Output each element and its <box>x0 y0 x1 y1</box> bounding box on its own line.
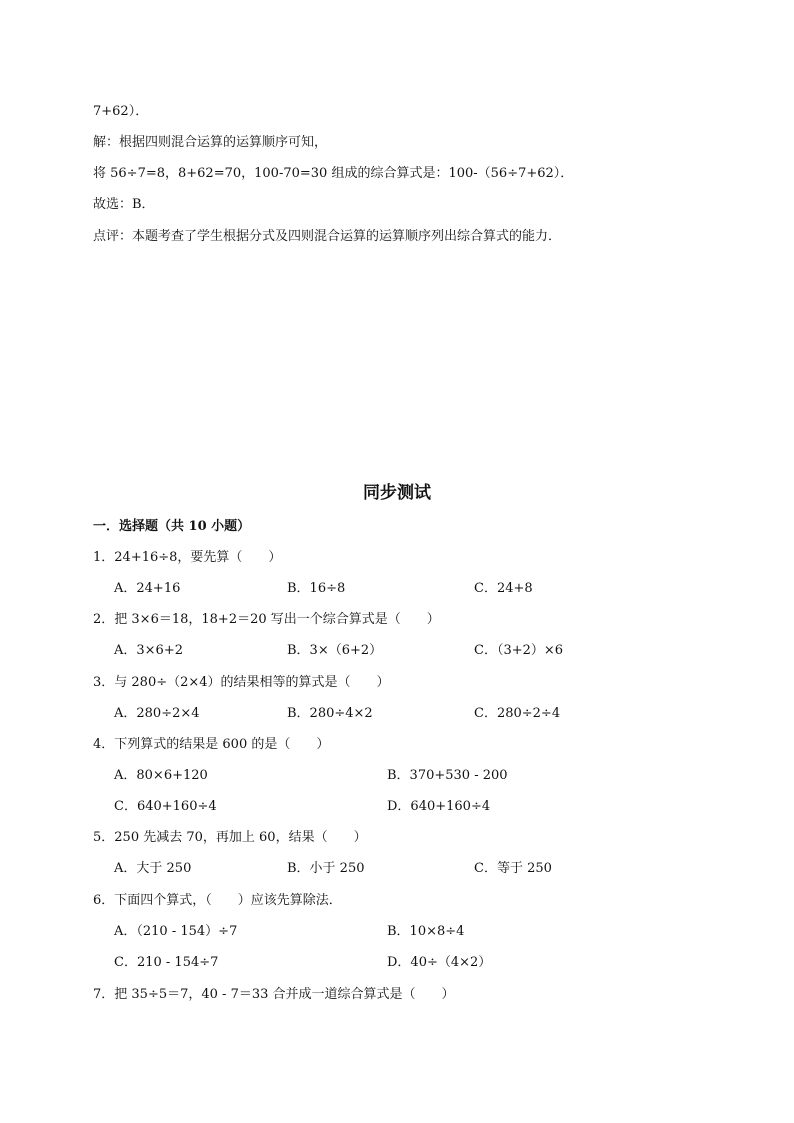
question-5-stem: 5．250 先减去 70，再加上 60，结果（ ） <box>93 830 367 845</box>
question-6-stem: 6．下面四个算式，（ ）应该先算除法． <box>93 893 342 908</box>
question-2-stem: 2．把 3×6＝18，18+2＝20 写出一个综合算式是（ ） <box>93 612 440 627</box>
question-5-option-c[interactable]: C．等于 250 <box>474 861 552 876</box>
question-4-stem: 4．下列算式的结果是 600 的是（ ） <box>93 737 330 752</box>
question-3-stem: 3．与 280÷（2×4）的结果相等的算式是（ ） <box>93 675 390 690</box>
question-2-option-b[interactable]: B．3×（6+2） <box>287 643 383 658</box>
question-1-option-a[interactable]: A．24+16 <box>114 581 181 596</box>
question-3-option-b[interactable]: B．280÷4×2 <box>287 706 373 721</box>
question-2-option-a[interactable]: A．3×6+2 <box>114 643 183 658</box>
question-2-option-c[interactable]: C．（3+2）×6 <box>474 643 564 658</box>
question-5-option-b[interactable]: B．小于 250 <box>287 861 365 876</box>
question-1-option-b[interactable]: B．16÷8 <box>287 581 346 596</box>
question-6-option-d[interactable]: D．40÷（4×2） <box>387 955 492 970</box>
solution-line-3: 将 56÷7=8，8+62=70，100-70=30 组成的综合算式是：100-（56÷7+62）． <box>93 166 574 181</box>
question-1-option-c[interactable]: C．24+8 <box>474 581 533 596</box>
solution-line-2: 解：根据四则混合运算的运算顺序可知， <box>93 135 328 150</box>
question-6-option-a[interactable]: A．（210 - 154）÷7 <box>114 924 238 939</box>
question-4-option-d[interactable]: D．640+160÷4 <box>387 799 491 814</box>
question-6-option-b[interactable]: B．10×8÷4 <box>387 924 465 939</box>
question-6-option-c[interactable]: C．210 - 154÷7 <box>114 955 219 970</box>
question-4-option-b[interactable]: B．370+530 - 200 <box>387 768 508 783</box>
question-7-stem: 7．把 35÷5＝7，40 - 7＝33 合并成一道综合算式是（ ） <box>93 987 455 1002</box>
section-heading: 一．选择题（共 10 小题） <box>93 519 251 534</box>
solution-answer: 故选：B． <box>93 197 155 212</box>
question-5-option-a[interactable]: A．大于 250 <box>114 861 192 876</box>
question-1-stem: 1．24+16÷8，要先算（ ） <box>93 550 282 565</box>
solution-line-1: 7+62）． <box>93 104 149 119</box>
question-3-option-a[interactable]: A．280÷2×4 <box>114 706 200 721</box>
question-3-option-c[interactable]: C．280÷2÷4 <box>474 706 561 721</box>
question-4-option-a[interactable]: A．80×6+120 <box>114 768 208 783</box>
question-4-option-c[interactable]: C．640+160÷4 <box>114 799 217 814</box>
solution-comment: 点评：本题考查了学生根据分式及四则混合运算的运算顺序列出综合算式的能力． <box>93 229 562 244</box>
page-title: 同步测试 <box>363 483 431 503</box>
